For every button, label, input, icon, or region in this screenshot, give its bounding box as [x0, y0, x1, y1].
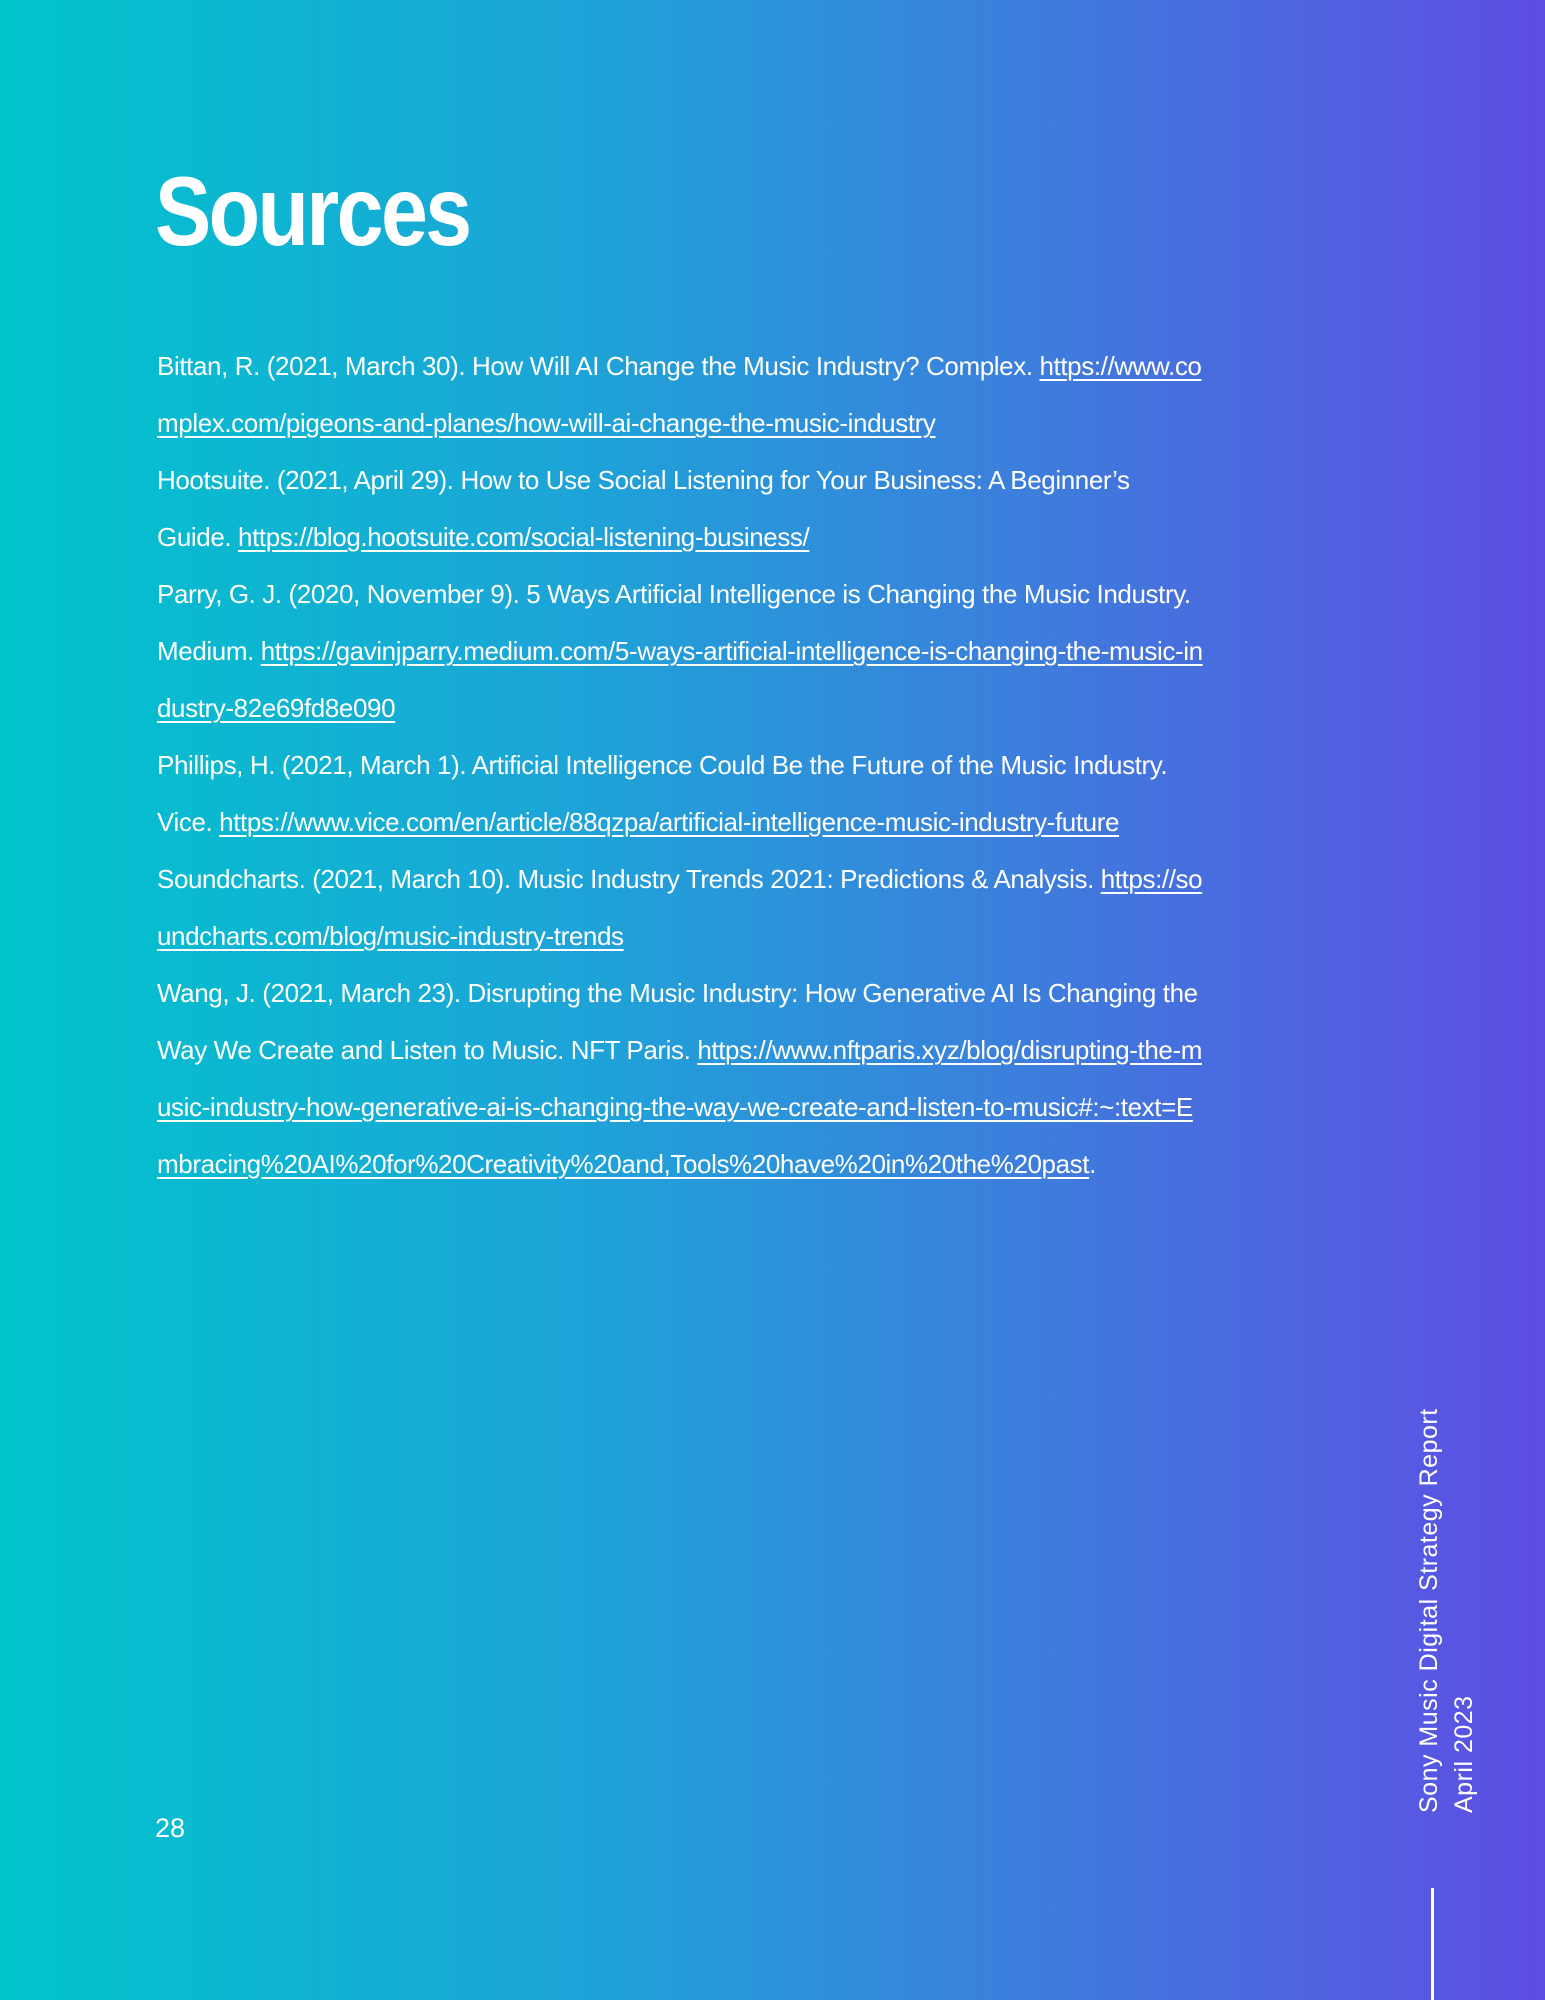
reference-text: Hootsuite. (2021, April 29). How to Use Social Listening for Your Business: A Beginner’s Guide. [157, 465, 1130, 552]
page-title: Sources [155, 156, 470, 266]
reference-link[interactable]: https://www.nftparis.xyz/blog/disrupting-the-music-industry-how-generative-ai-is-changing-the-way-we-create-and-listen-to-music#:~:text=Embracing%20AI%20for%20Creativity%20and,Tools%20have%20in%20the%20past [157, 1035, 1203, 1179]
reference-item [157, 452, 1207, 566]
reference-text: Wang, J. (2021, March 23). Disrupting the Music Industry: How Generative AI Is Changing the Way We Create and Listen to Music. NFT Paris. [157, 978, 1198, 1065]
reference-link[interactable]: https://soundcharts.com/blog/music-industry-trends [157, 864, 1203, 951]
reference-item [157, 338, 1207, 452]
reference-item [157, 965, 1207, 1193]
reference-item [157, 851, 1207, 965]
reference-item [157, 566, 1207, 737]
reference-text: Phillips, H. (2021, March 1). Artificial Intelligence Could Be the Future of the Music Industry. Vice. [157, 750, 1168, 837]
reference-item [157, 737, 1207, 851]
reference-text: Soundcharts. (2021, March 10). Music Industry Trends 2021: Predictions & Analysis. [157, 864, 1101, 894]
report-date: April 2023 [1450, 1695, 1478, 1813]
reference-link[interactable]: https://www.complex.com/pigeons-and-planes/how-will-ai-change-the-music-industry [157, 351, 1202, 438]
reference-link[interactable]: https://www.vice.com/en/article/88qzpa/artificial-intelligence-music-industry-future [219, 807, 1120, 837]
reference-trailing: . [1089, 1149, 1096, 1179]
reference-list [157, 338, 1207, 1193]
reference-link[interactable]: https://gavinjparry.medium.com/5-ways-artificial-intelligence-is-changing-the-music-industry-82e69fd8e090 [157, 636, 1203, 723]
reference-link[interactable]: https://blog.hootsuite.com/social-listening-business/ [238, 522, 810, 552]
page-number: 28 [155, 1813, 186, 1843]
report-side-label [1412, 1408, 1482, 1813]
reference-text: Parry, G. J. (2020, November 9). 5 Ways Artificial Intelligence is Changing the Music Industry. Medium. [157, 579, 1191, 666]
reference-text: Bittan, R. (2021, March 30). How Will AI Change the Music Industry? Complex. [157, 351, 1040, 381]
report-title: Sony Music Digital Strategy Report [1415, 1408, 1443, 1813]
side-divider-line [1431, 1888, 1434, 2000]
